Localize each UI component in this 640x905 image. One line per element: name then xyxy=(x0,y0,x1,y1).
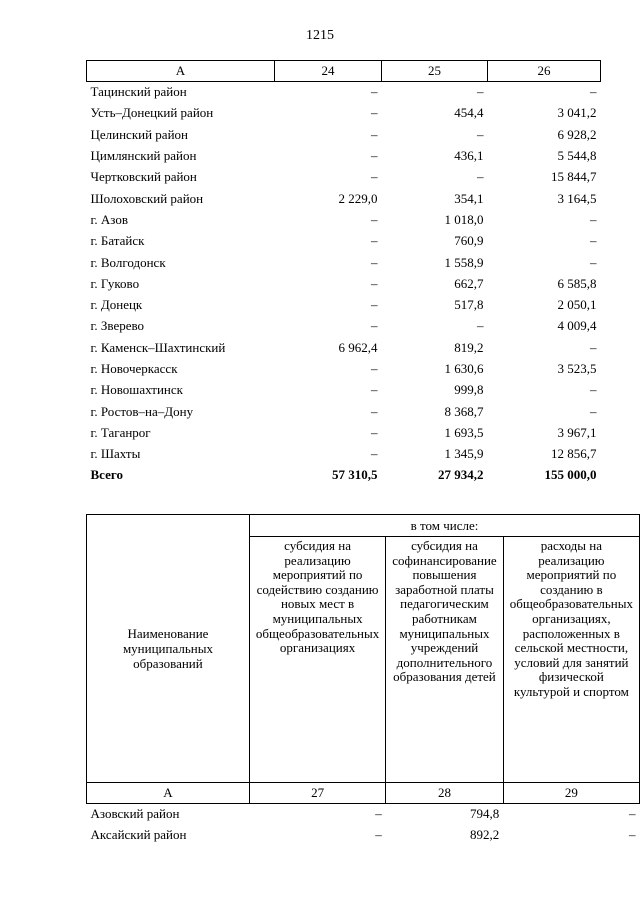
value-cell-c25: 1 018,0 xyxy=(444,211,484,227)
header-rural-sports-conditions: расходы на реализацию мероприятий по созданию в общеобразовательных организациях, расположенных в сельской местности, условий для занятий физической культурой и спортом xyxy=(503,537,639,783)
total-label: Всего xyxy=(90,467,123,483)
value-cell-c29: – xyxy=(629,827,636,843)
total-value-c26: 155 000,0 xyxy=(544,467,597,483)
value-cell-c26: – xyxy=(590,254,597,270)
header-25: 25 xyxy=(382,61,488,82)
value-cell-c25: – xyxy=(477,84,484,100)
value-cell-c28: 794,8 xyxy=(469,806,500,822)
total-row xyxy=(87,465,601,486)
table-row xyxy=(87,825,640,846)
value-cell-c26: 2 050,1 xyxy=(557,297,597,313)
label-29: 29 xyxy=(503,783,639,804)
value-cell-c26: – xyxy=(590,84,597,100)
value-cell-c26: – xyxy=(590,403,597,419)
value-cell-c25: 1 693,5 xyxy=(444,424,484,440)
value-cell-c26: 3 523,5 xyxy=(557,361,597,376)
municipality-name: Шолоховский район xyxy=(90,190,204,206)
value-cell-c24: – xyxy=(371,84,378,100)
value-cell-c24: – xyxy=(371,126,378,142)
value-cell-c24: 2 229,0 xyxy=(338,190,378,206)
value-cell-c24: – xyxy=(371,403,378,419)
value-cell-c24: – xyxy=(371,169,378,185)
value-cell-c28: 892,2 xyxy=(469,827,500,843)
table-row xyxy=(87,145,601,166)
header-subsidy-new-school-places: субсидия на реализацию мероприятий по содействию созданию новых мест в муниципальных общеобразовательных организациях xyxy=(249,537,385,783)
value-cell-c24: – xyxy=(371,275,378,291)
value-cell-c26: 15 844,7 xyxy=(551,169,597,185)
budget-table-columns-24-26 xyxy=(86,60,601,486)
municipality-name: г. Азов xyxy=(90,211,128,227)
value-cell-c26: 4 009,4 xyxy=(557,318,597,334)
table-row xyxy=(87,231,601,252)
table-row xyxy=(87,252,601,273)
value-cell-c26: 12 856,7 xyxy=(551,446,597,462)
table-row xyxy=(87,209,601,230)
value-cell-c29: – xyxy=(629,806,636,822)
municipality-name: г. Зверево xyxy=(90,318,145,334)
table-row xyxy=(87,294,601,315)
value-cell-c24: – xyxy=(371,233,378,249)
municipality-name: г. Ростов–на–Дону xyxy=(90,403,194,419)
value-cell-c26: – xyxy=(590,211,597,227)
value-cell-c26: 6 928,2 xyxy=(557,126,597,142)
total-value-c24: 57 310,5 xyxy=(332,467,378,483)
value-cell-c24: – xyxy=(371,105,378,121)
table-row xyxy=(87,804,640,825)
value-cell-c26: 3 164,5 xyxy=(557,190,597,206)
value-cell-c25: 999,8 xyxy=(454,382,484,398)
municipality-name: г. Каменск–Шахтинский xyxy=(90,339,226,355)
municipality-name: Усть–Донецкий район xyxy=(90,105,214,121)
value-cell-c25: 819,2 xyxy=(454,339,484,355)
municipality-name: Тацинский район xyxy=(90,84,187,100)
value-cell-c25: 1 630,6 xyxy=(444,361,484,376)
value-cell-c25: 760,9 xyxy=(454,233,484,249)
value-cell-c25: – xyxy=(477,318,484,334)
page-number: 1215 xyxy=(306,28,334,43)
value-cell-c24: 6 962,4 xyxy=(338,339,378,355)
value-cell-c24: – xyxy=(371,361,378,376)
value-cell-c26: – xyxy=(590,382,597,398)
municipality-name: Цимлянский район xyxy=(90,148,197,164)
group-header-row xyxy=(87,515,640,537)
table-row xyxy=(87,273,601,294)
value-cell-c24: – xyxy=(371,254,378,270)
value-cell-c25: 436,1 xyxy=(454,148,484,164)
value-cell-c24: – xyxy=(371,211,378,227)
total-value-c25: 27 934,2 xyxy=(438,467,484,483)
value-cell-c25: 454,4 xyxy=(454,105,484,121)
table-row xyxy=(87,103,601,124)
value-cell-c26: 3 967,1 xyxy=(557,424,597,440)
municipality-name: г. Гуково xyxy=(90,275,140,291)
table-row xyxy=(87,316,601,337)
municipality-name: Чертковский район xyxy=(90,169,197,185)
table-body xyxy=(87,82,601,487)
value-cell-c24: – xyxy=(371,424,378,440)
table-row xyxy=(87,422,601,443)
header-24: 24 xyxy=(275,61,382,82)
municipality-name: Аксайский район xyxy=(90,827,187,843)
value-cell-c26: 5 544,8 xyxy=(557,148,597,164)
value-cell-c25: – xyxy=(477,126,484,142)
including-header: в том числе: xyxy=(249,515,639,537)
value-cell-c26: 3 041,2 xyxy=(557,105,597,121)
municipality-name: г. Шахты xyxy=(90,446,141,462)
value-cell-c26: – xyxy=(590,233,597,249)
value-cell-c25: 1 558,9 xyxy=(444,254,484,270)
value-cell-c24: – xyxy=(371,382,378,398)
header-a: А xyxy=(87,61,275,82)
value-cell-c26: – xyxy=(590,339,597,355)
budget-table-columns-27-29 xyxy=(86,514,640,846)
value-cell-c24: – xyxy=(371,318,378,334)
municipality-name: г. Новошахтинск xyxy=(90,382,183,398)
value-cell-c26: 6 585,8 xyxy=(557,275,597,291)
value-cell-c24: – xyxy=(371,297,378,313)
municipality-name: Азовский район xyxy=(90,806,180,822)
table-row xyxy=(87,188,601,209)
value-cell-c27: – xyxy=(375,827,382,843)
table-row xyxy=(87,401,601,422)
value-cell-c24: – xyxy=(371,148,378,164)
municipality-name: г. Новочеркасск xyxy=(90,361,178,376)
value-cell-c27: – xyxy=(375,806,382,822)
table-row xyxy=(87,337,601,358)
column-label-row xyxy=(87,783,640,804)
value-cell-c25: 1 345,9 xyxy=(444,446,484,462)
header-subsidy-teacher-salary: субсидия на софинансирование повышения заработной платы педагогическим работникам муниципальных учреждений дополнительного образования детей xyxy=(386,537,503,783)
value-cell-c25: 662,7 xyxy=(454,275,484,291)
table-row xyxy=(87,167,601,188)
table-row xyxy=(87,358,601,379)
municipality-name-header: Наименование муниципальных образований xyxy=(87,515,250,783)
column-header-row xyxy=(87,61,601,82)
value-cell-c25: 8 368,7 xyxy=(444,403,484,419)
value-cell-c25: 354,1 xyxy=(454,190,484,206)
value-cell-c24: – xyxy=(371,446,378,462)
municipality-name: г. Таганрог xyxy=(90,424,151,440)
municipality-name: г. Донецк xyxy=(90,297,143,313)
label-27: 27 xyxy=(249,783,385,804)
municipality-name: Целинский район xyxy=(90,126,188,142)
municipality-name: г. Волгодонск xyxy=(90,254,166,270)
label-a: А xyxy=(87,783,250,804)
value-cell-c25: – xyxy=(477,169,484,185)
table-row xyxy=(87,82,601,103)
table-row xyxy=(87,380,601,401)
label-28: 28 xyxy=(386,783,503,804)
table-body xyxy=(87,804,640,847)
table-row xyxy=(87,444,601,465)
municipality-name: г. Батайск xyxy=(90,233,145,249)
table-row xyxy=(87,124,601,145)
header-26: 26 xyxy=(488,61,601,82)
value-cell-c25: 517,8 xyxy=(454,297,484,313)
